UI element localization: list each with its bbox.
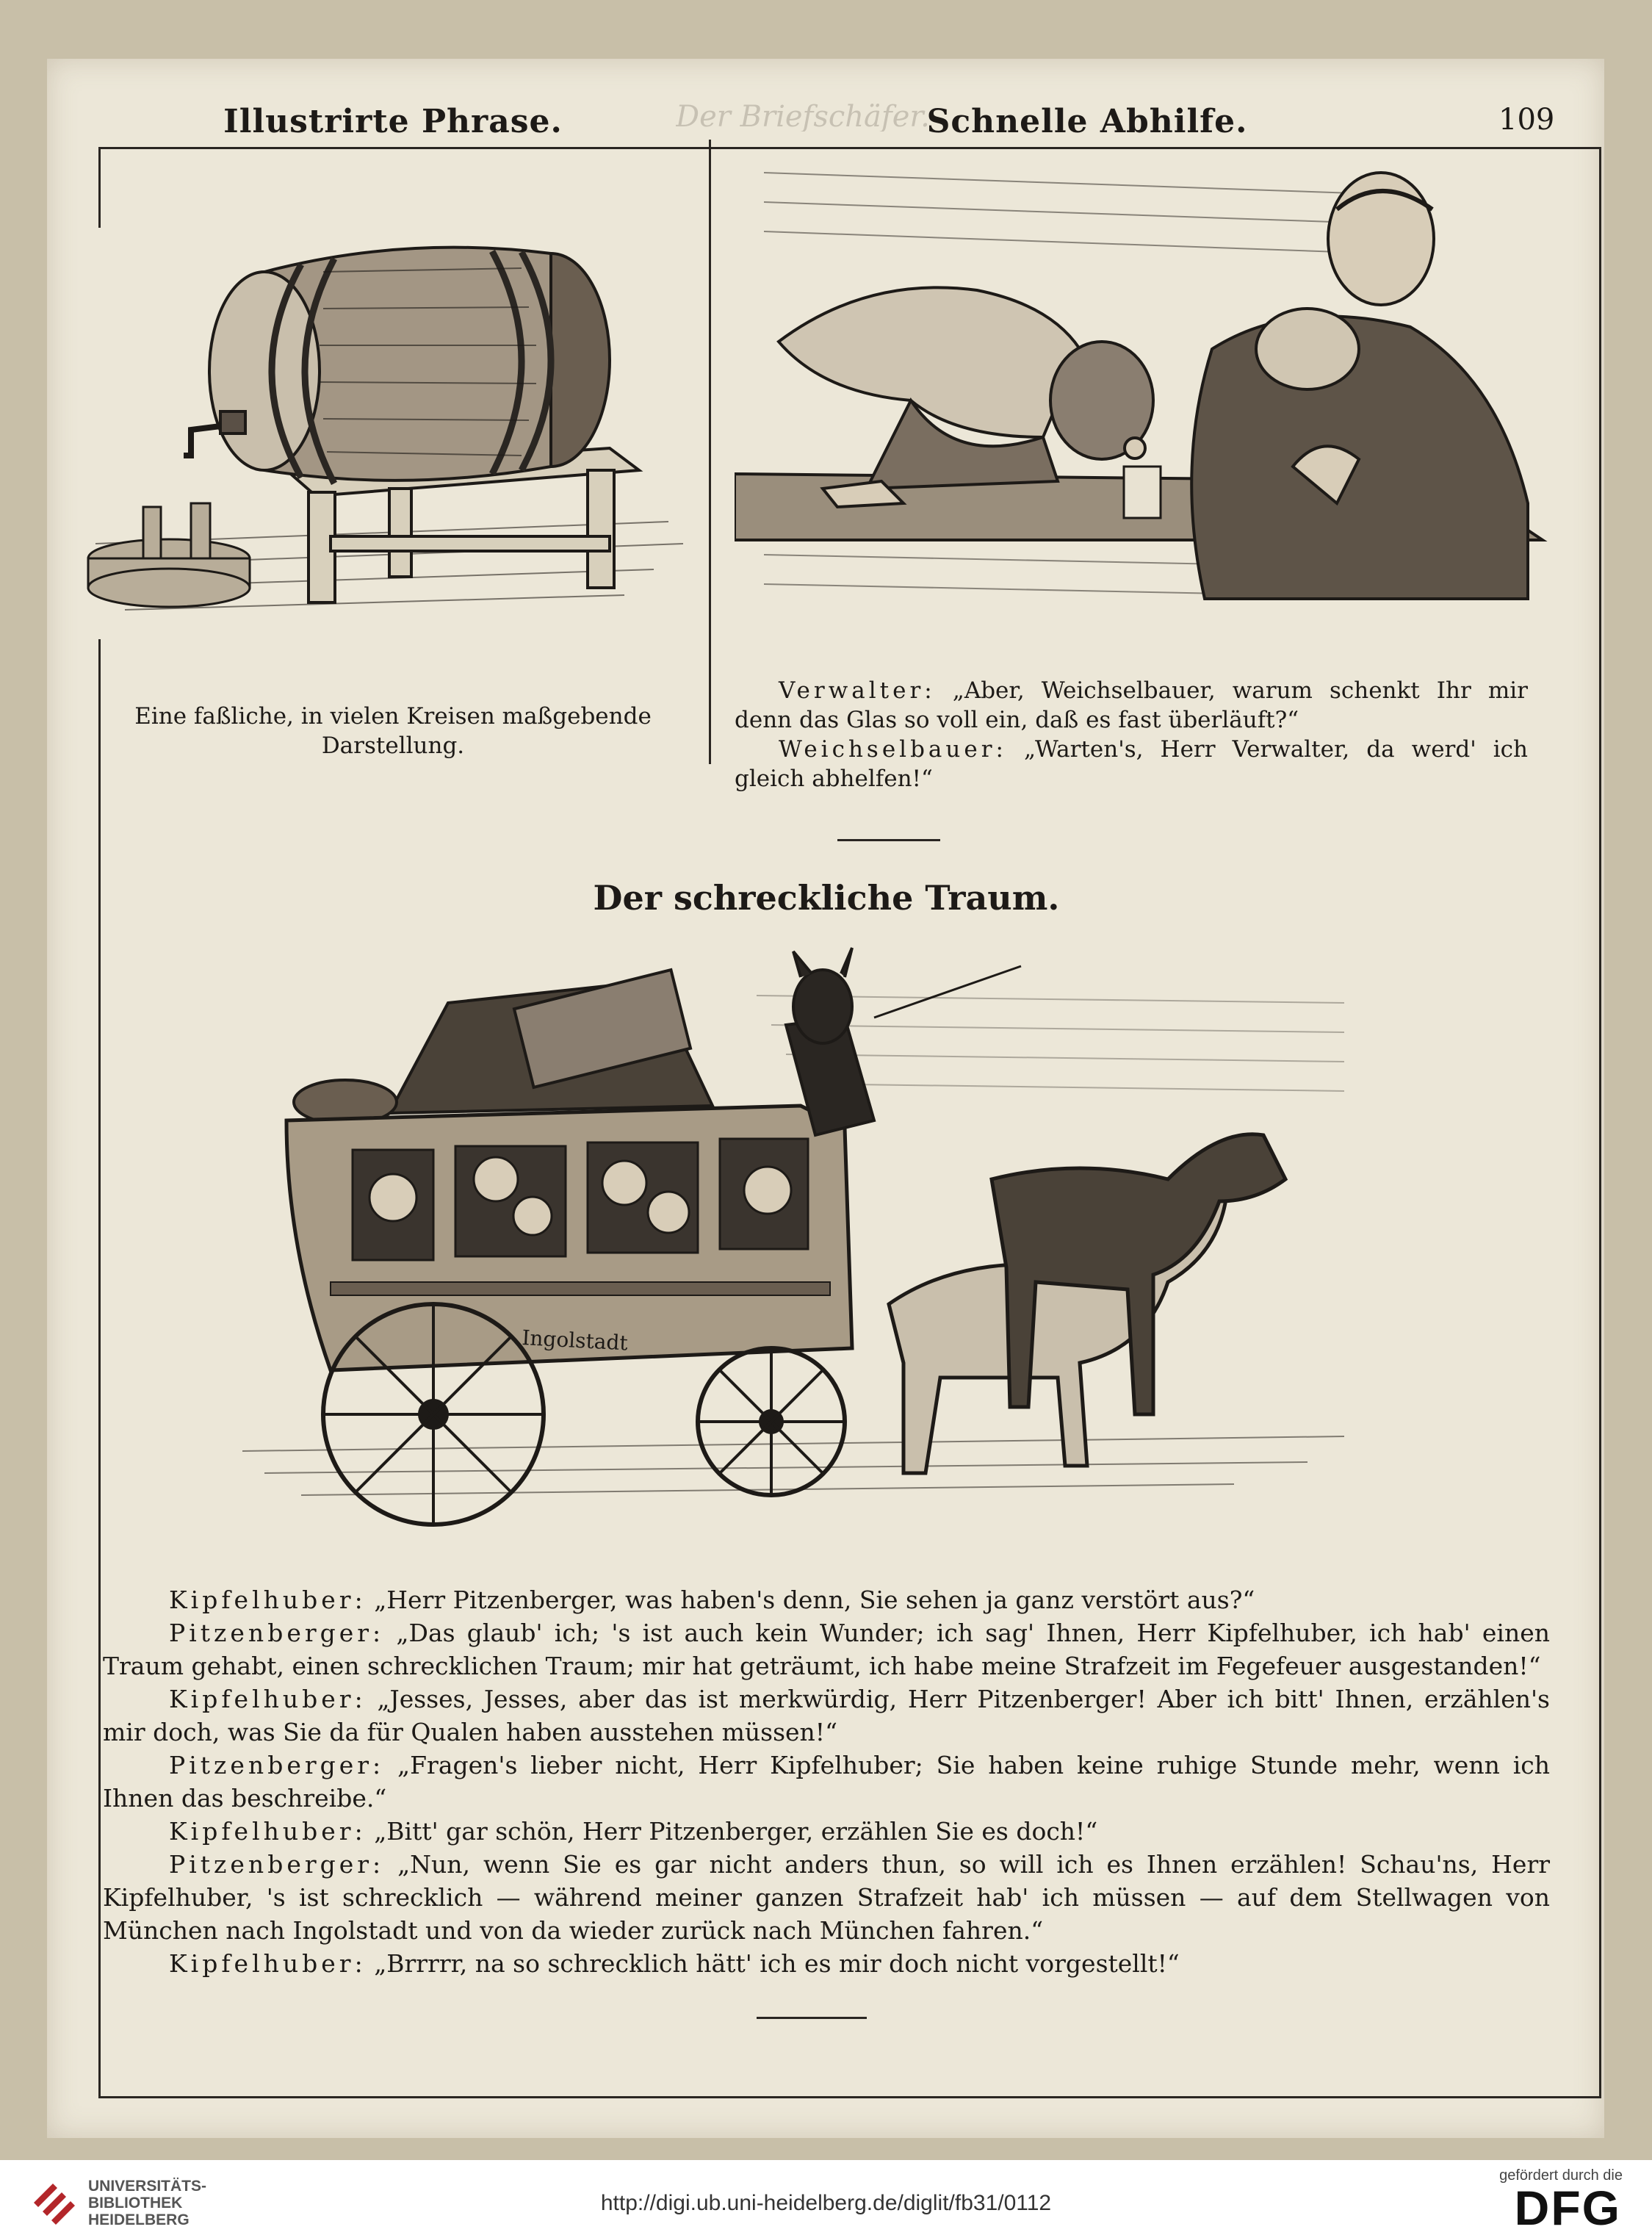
speaker-name: Pitzenberger: (169, 1850, 385, 1879)
barrel (209, 248, 610, 483)
dialogue-text: „Bitt' gar schön, Herr Pitzenberger, erzählen Sie es doch!“ (374, 1817, 1098, 1846)
dialogue-paragraph (103, 1682, 1550, 1749)
dialogue-text: „Herr Pitzenberger, was haben's denn, Sie sehen ja ganz verstört aus?“ (374, 1586, 1255, 1614)
rule-end (757, 2017, 867, 2019)
dialogue-text: „Fragen's lieber nicht, Herr Kipfelhuber; Sie haben keine ruhige Stunde mehr, wenn ich Ihnen das beschreibe.“ (103, 1751, 1550, 1813)
header-left-title: Illustrirte Phrase. (223, 103, 563, 140)
dialogue-text: „Aber, Weichselbauer, warum schenkt Ihr mir denn das Glas so voll ein, daß es fast überläuft?“ (735, 677, 1528, 733)
speaker-name: Kipfelhuber: (169, 1817, 367, 1846)
dialogue-paragraph (103, 1749, 1550, 1815)
speaker-name: Verwalter: (779, 677, 936, 704)
funded-by-text: gefördert durch die (1499, 2167, 1623, 2184)
dialogue-text: „Das glaub' ich; 's ist auch kein Wunder; ich sag' Ihnen, Herr Kipfelhuber, ich hab' einen Traum gehabt, einen schrecklichen Traum; mir hat geträumt, ich habe meine Strafzeit im Fegefeuer ausgestanden!“ (103, 1619, 1550, 1680)
library-line-3: HEIDELBERG (88, 2211, 190, 2228)
source-url[interactable]: http://digi.ub.uni-heidelberg.de/diglit/fb31/0112 (600, 2191, 1052, 2215)
rule-above-story (837, 839, 940, 841)
story-dialogue (103, 1583, 1550, 1980)
dialogue-top-line (735, 676, 1528, 735)
dialogue-text: „Warten's, Herr Verwalter, da werd' ich gleich abhelfen!“ (735, 736, 1528, 792)
coach-sign-text: Ingolstadt (521, 1325, 629, 1356)
speaker-name: Pitzenberger: (169, 1751, 385, 1779)
speaker-name: Pitzenberger: (169, 1619, 385, 1647)
dialogue-text: „Nun, wenn Sie es gar nicht anders thun, so will ich es Ihnen erzählen! Schau'ns, Herr Kipfelhuber, 's ist schrecklich — während meiner ganzen Strafzeit hab' ich müssen — auf dem Stellwagen von München nach Ingolstadt und von da wieder zurück nach München fahren.“ (103, 1850, 1550, 1945)
speaker-name: Weichselbauer: (779, 736, 1007, 763)
dialogue-text: „Jesses, Jesses, aber das ist merkwürdig, Herr Pitzenberger! Aber ich bitt' Ihnen, erzählen's mir doch, was Sie da für Qualen haben ausstehen müssen!“ (103, 1685, 1550, 1746)
speaker-name: Kipfelhuber: (169, 1586, 367, 1614)
column-rule-top (709, 140, 711, 764)
caption-barrel: Eine faßliche, in vielen Kreisen maßgebende Darstellung. (134, 703, 652, 759)
story-title: Der schreckliche Traum. (593, 878, 1060, 918)
dialogue-paragraph (103, 1815, 1550, 1848)
barrel-illustration (81, 228, 698, 639)
header-right-title: Schnelle Abhilfe. (926, 103, 1248, 140)
library-line-1: UNIVERSITÄTS- (88, 2178, 207, 2195)
dialogue-top (735, 676, 1528, 793)
speaker-name: Kipfelhuber: (169, 1949, 367, 1978)
dfg-logo: DFG (1514, 2181, 1621, 2235)
bleed-through-running-head: Der Briefschäfer. (676, 103, 930, 132)
glass (1124, 467, 1161, 518)
stagecoach-illustration (242, 937, 1388, 1554)
drinkers-illustration (735, 158, 1557, 650)
dialogue-paragraph (103, 1616, 1550, 1682)
page-number: 109 (1498, 103, 1555, 137)
dialogue-text: „Brrrrr, na so schrecklich hätt' ich es mir doch nicht vorgestellt!“ (374, 1949, 1180, 1978)
dialogue-paragraph (103, 1848, 1550, 1947)
dialogue-paragraph (103, 1583, 1550, 1616)
speaker-name: Kipfelhuber: (169, 1685, 367, 1713)
dialogue-top-line (735, 735, 1528, 793)
library-line-2: BIBLIOTHEK (88, 2195, 183, 2211)
dialogue-paragraph (103, 1947, 1550, 1980)
